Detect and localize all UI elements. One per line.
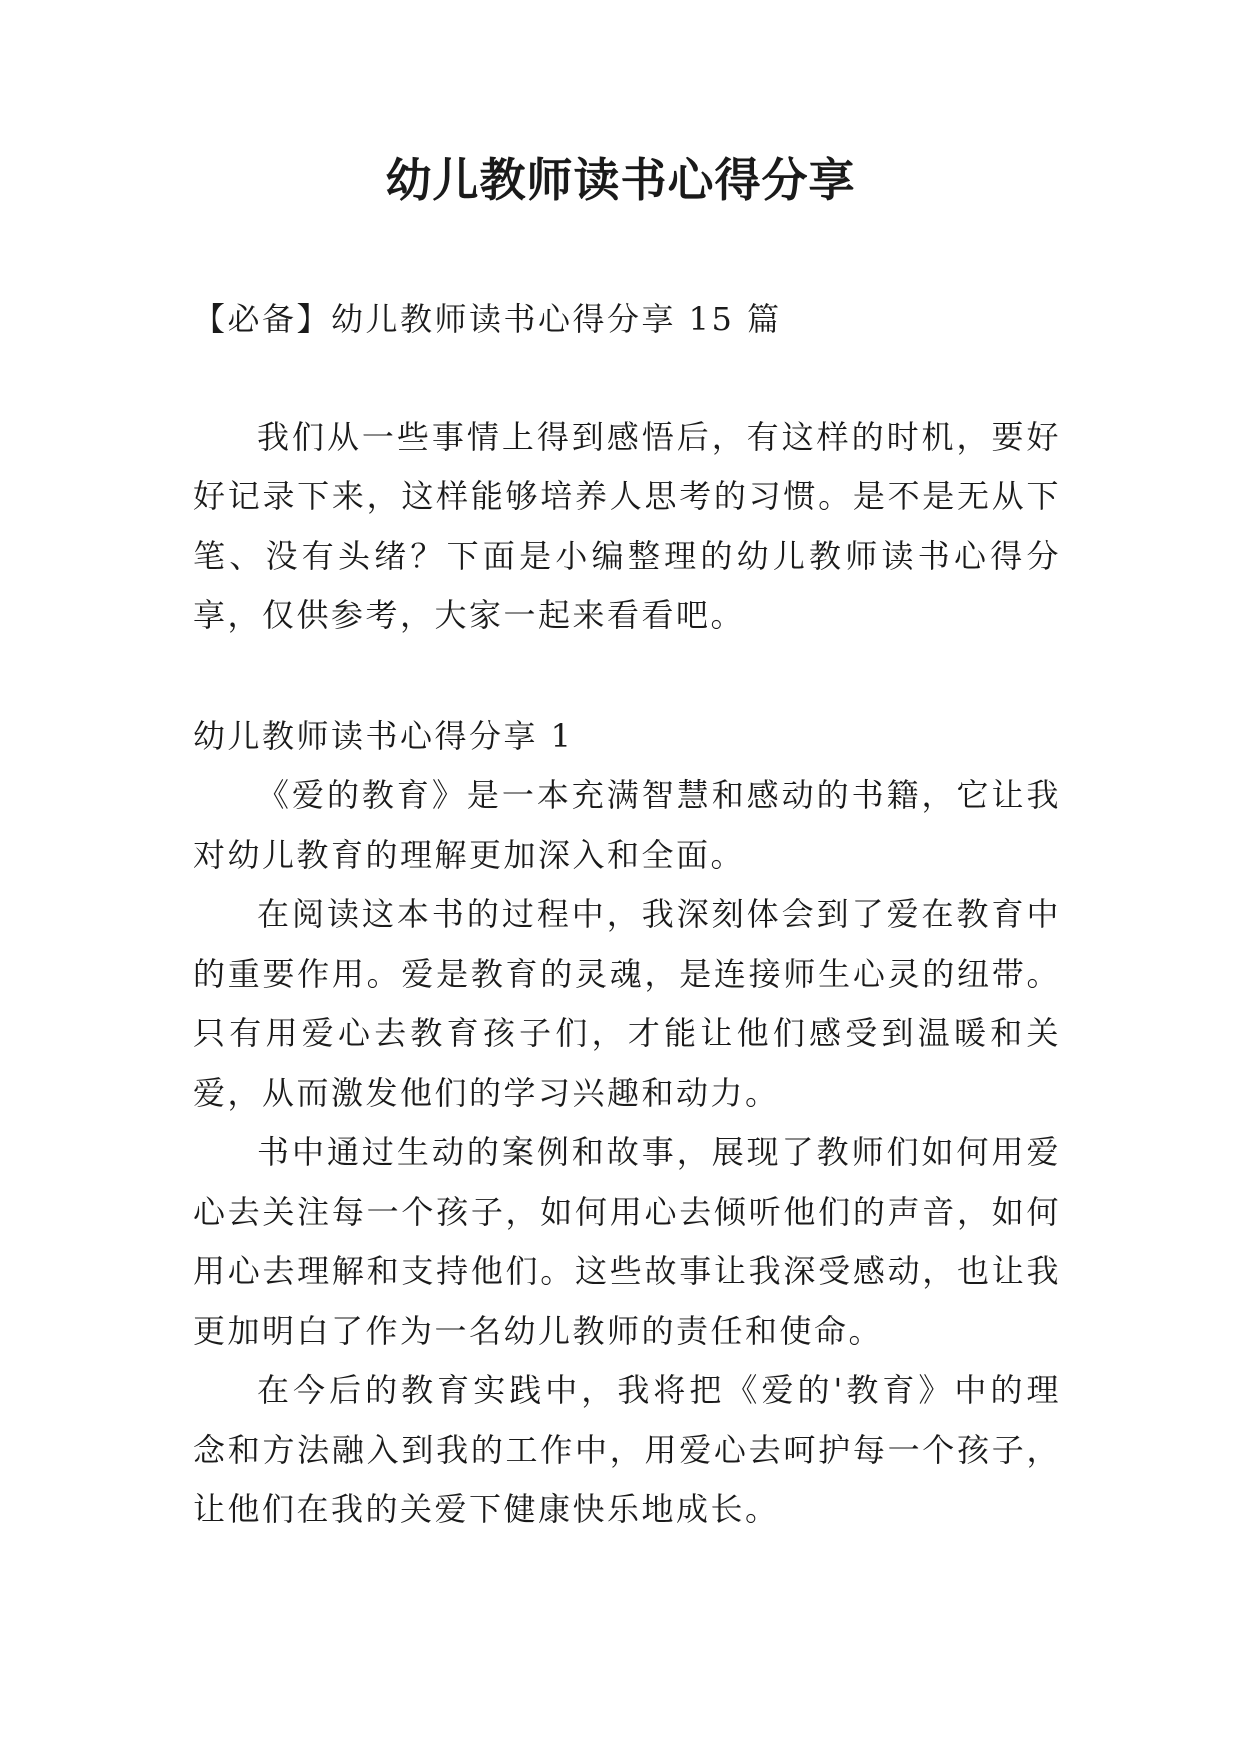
document-body <box>193 290 1061 1540</box>
section-heading: 幼儿教师读书心得分享 1 <box>193 716 574 755</box>
section-paragraph: 在阅读这本书的过程中，我深刻体会到了爱在教育中的重要作用。爱是教育的灵魂，是连接师生心灵的纽带。只有用爱心去教育孩子们，才能让他们感受到温暖和关爱，从而激发他们的学习兴趣和动力。 <box>193 895 1061 1112</box>
section-paragraph: 书中通过生动的案例和故事，展现了教师们如何用爱心去关注每一个孩子，如何用心去倾听他们的声音，如何用心去理解和支持他们。这些故事让我深受感动，也让我更加明白了作为一名幼儿教师的责任和使命。 <box>193 1133 1061 1350</box>
document-subtitle: 【必备】幼儿教师读书心得分享 15 篇 <box>193 300 782 338</box>
section-paragraph: 《爱的教育》是一本充满智慧和感动的书籍，它让我对幼儿教育的理解更加深入和全面。 <box>193 776 1061 874</box>
section-paragraph: 在今后的教育实践中，我将把《爱的'教育》中的理念和方法融入到我的工作中，用爱心去呵护每一个孩子，让他们在我的关爱下健康快乐地成长。 <box>193 1371 1061 1528</box>
document-title: 幼儿教师读书心得分享 <box>385 153 856 207</box>
intro-paragraph: 我们从一些事情上得到感悟后，有这样的时机，要好好记录下来，这样能够培养人思考的习惯。是不是无从下笔、没有头绪？下面是小编整理的幼儿教师读书心得分享，仅供参考，大家一起来看看吧。 <box>193 417 1061 634</box>
